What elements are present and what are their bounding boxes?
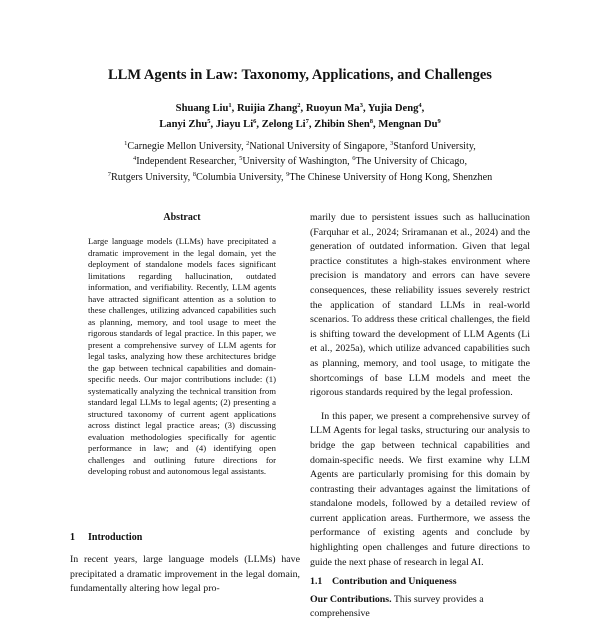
- intro-paragraph-2: In this paper, we present a comprehensive survey of LLM Agents for legal tasks, structuring our analysis to bridge the gap between technical capabilities and domain-specific needs. We first examine why LLM Agents are particularly promising for this domain by contrasting their advantages against the limitations of standalone models, followed by a detailed review of current application areas. Furthermore, we assess the performance of existing agents and conclude by highlighting open challenges and future directions to guide the next phase of research in legal AI.: [310, 410, 530, 568]
- section-title: Introduction: [88, 532, 143, 543]
- author-list: [0, 101, 600, 133]
- abstract-body: [88, 236, 276, 478]
- section-number: 1: [70, 532, 75, 543]
- abstract-heading: Abstract: [163, 212, 201, 223]
- affiliation-sup: 4: [133, 155, 137, 163]
- author-name: Yujia Deng: [367, 103, 419, 114]
- affiliation-line-3: $^7$Rutgers University, $^8$Columbia University, $^9$The Chinese University of Hong Kong, Shenzhen: [107, 170, 493, 183]
- author-sup: 4: [418, 102, 422, 109]
- affiliation-name: Independent Researcher: [136, 156, 234, 168]
- affiliation-sup: 3: [390, 140, 394, 147]
- author-sup: 7: [305, 118, 309, 125]
- author-sup: 5: [207, 118, 211, 125]
- affiliation-sup: 9: [286, 170, 290, 178]
- affiliation-sup: 7: [107, 170, 111, 178]
- intro-paragraph: In recent years, large language models (LLMs) have precipitated a dramatic improvement in the legal domain, fundamentally altering how legal pro-: [70, 554, 300, 595]
- affiliation-name: University of Washington: [242, 156, 348, 168]
- paragraph-text: This survey provides a comprehensive: [310, 594, 484, 619]
- author-name: Zhibin Shen: [314, 119, 370, 130]
- author-line-1: Shuang Liu$^1$, Ruijia Zhang$^2$, Ruoyun Ma$^3$, Yujia Deng$^4$,: [175, 102, 425, 114]
- author-sup: 3: [359, 102, 363, 109]
- affiliation-sup: 1: [124, 140, 128, 147]
- author-name: Zelong Li: [261, 119, 306, 130]
- author-line-2: Lanyi Zhu$^5$, Jiayu Li$^6$, Zelong Li$^7$, Zhibin Shen$^8$, Mengnan Du$^9$: [159, 118, 441, 130]
- author-name: Ruijia Zhang: [236, 103, 298, 114]
- paragraph-run-in-heading: Our Contributions.: [310, 594, 392, 605]
- affiliation-sup: 8: [192, 170, 196, 178]
- subsection-title: Contribution and Uniqueness: [332, 576, 457, 587]
- subsection-heading-contribution: [310, 576, 530, 588]
- author-sup: 9: [437, 118, 441, 125]
- affiliation-name: Stanford University: [393, 141, 474, 152]
- subsection-number: 1.1: [310, 576, 323, 587]
- affiliation-name: The University of Chicago: [355, 156, 465, 168]
- author-name: Lanyi Zhu: [159, 119, 208, 130]
- author-sup: 8: [369, 118, 374, 125]
- affiliation-name: Carnegie Mellon University: [127, 141, 242, 152]
- affiliation-name: National University of Singapore: [249, 141, 385, 152]
- section-heading-introduction: [70, 532, 300, 544]
- affiliation-list: [0, 139, 600, 185]
- author-name: Jiayu Li: [215, 119, 254, 130]
- affiliation-name: The Chinese University of Hong Kong, Shenzhen: [289, 171, 493, 183]
- intro-paragraph-continued: marily due to persistent issues such as hallucination (Farquhar et al., 2024; Sriramanan et al., 2024) and the generation of outdated information. Given that legal practice constitutes a high-stakes environment where precision is mandatory and errors can have severe consequences, these reliability issues severely restrict the application of standard LLMs in real-world scenarios. To address these critical challenges, the field is shifting toward the development of LLM Agents (Li et al., 2025a), which utilize advanced capabilities such as planning, memory, and tool usage, to mitigate the shortcomings of base LLM models and meet the rigorous standards required by the legal profession.: [310, 212, 530, 399]
- author-sup: 6: [253, 118, 257, 125]
- contribution-paragraph-start: [310, 593, 530, 621]
- author-name: Ruoyun Ma: [305, 103, 360, 114]
- affiliation-sup: 6: [352, 155, 356, 163]
- author-name: Shuang Liu: [175, 103, 229, 114]
- author-sup: 1: [228, 102, 232, 109]
- intro-left-column: [70, 553, 300, 597]
- abstract-text: Large language models (LLMs) have precipitated a dramatic improvement in the legal domain, yet the deployment of standalone models faces significant limitations regarding hallucination, outdated information, and verifiability. Recently, LLM agents have attracted significant attention as a solution to these challenges, utilizing advanced capabilities such as planning, memory, and tool usage to meet the rigorous standards of legal practice. In this paper, we present a comprehensive survey of LLM agents for legal tasks, analyzing how these architectures bridge the gap between technical capabilities and domain-specific needs. Our major contributions include: (1) systematically analyzing the technical transition from standard legal LLMs to legal agents; (2) presenting a structured taxonomy of current agent applications across distinct legal practice areas; (3) discussing evaluation methodologies specifically for agentic performance in law; and (4) identifying open challenges and outlining future directions for developing robust and autonomous legal assistants.: [88, 236, 276, 476]
- affiliation-sup: 2: [246, 140, 250, 147]
- affiliation-name: Rutgers University: [111, 171, 188, 183]
- affiliation-line-2: $^4$Independent Researcher, $^5$University of Washington, $^6$The University of Chicago,: [133, 155, 467, 168]
- paper-title: LLM Agents in Law: Taxonomy, Applications, and Challenges: [108, 67, 492, 83]
- author-sup: 2: [297, 102, 301, 109]
- right-column: [310, 211, 530, 570]
- affiliation-sup: 5: [239, 155, 243, 163]
- affiliation-name: Columbia University: [195, 171, 282, 183]
- affiliation-line-1: $^1$Carnegie Mellon University, $^2$National University of Singapore, $^3$Stanford University,: [124, 140, 476, 152]
- author-name: Mengnan Du: [378, 119, 438, 130]
